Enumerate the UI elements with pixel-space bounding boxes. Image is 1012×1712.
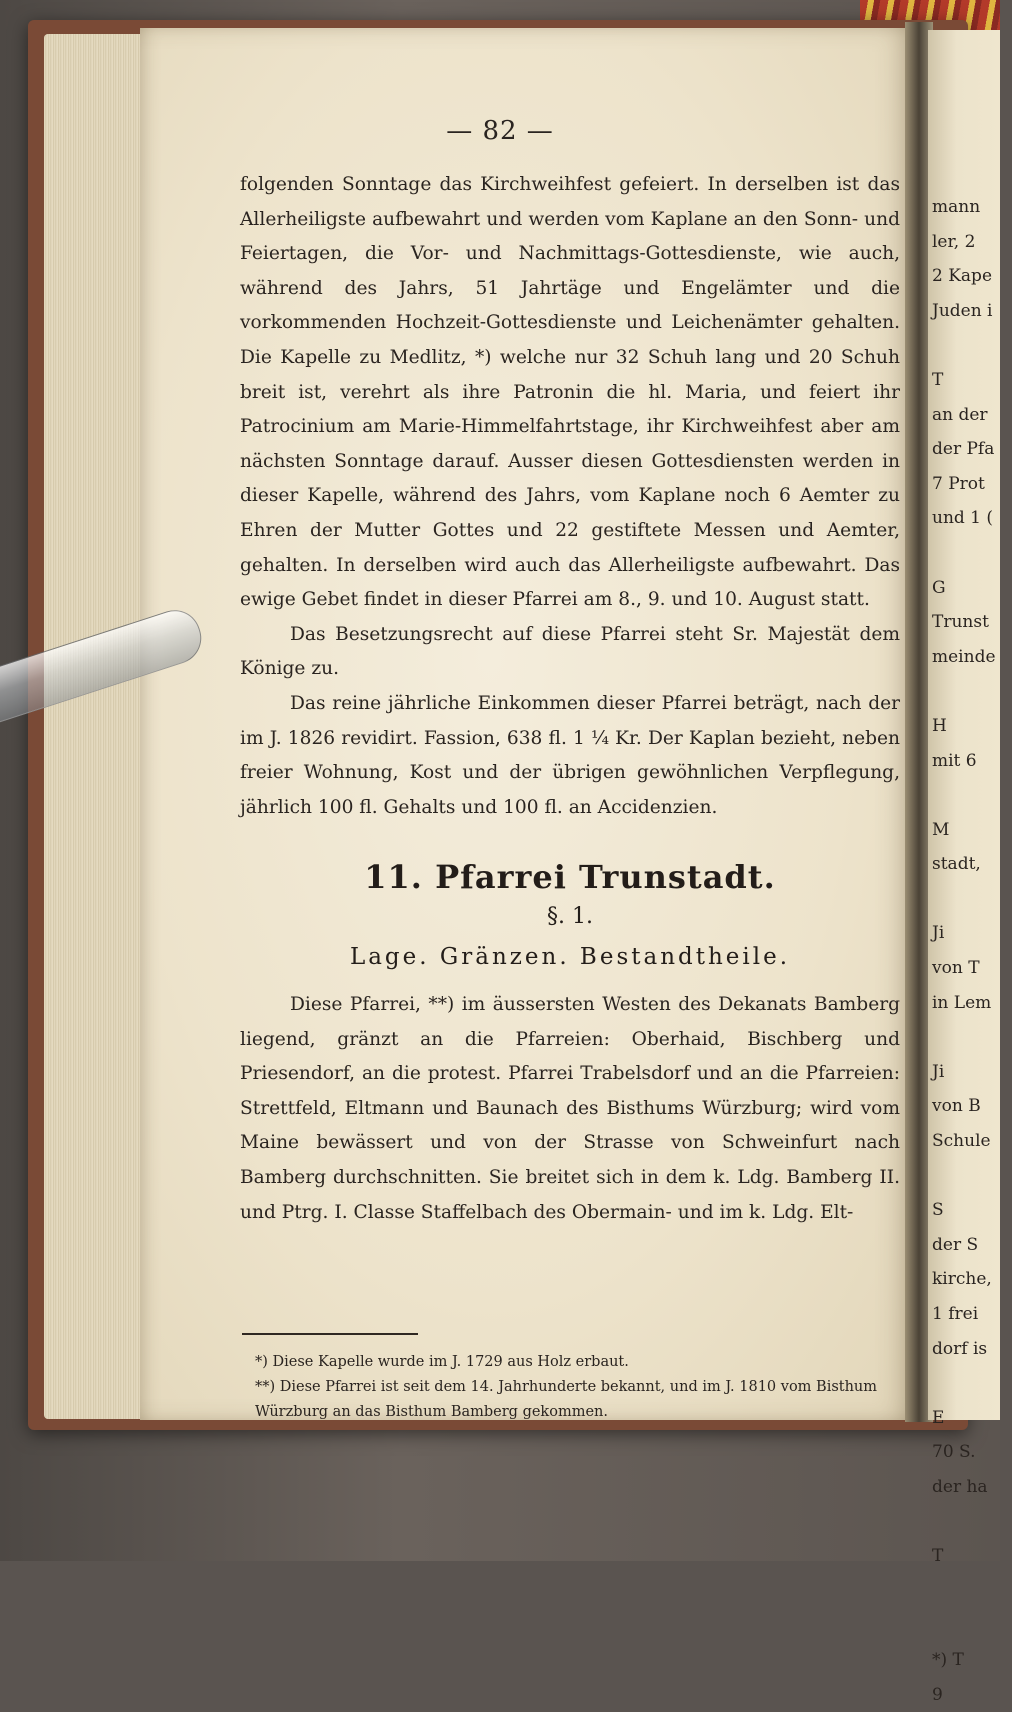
page-edges xyxy=(44,34,154,1419)
paragraph-besetzung: Das Besetzungsrecht auf diese Pfarrei steht Sr. Majestät dem Könige zu. xyxy=(240,623,900,680)
page-number: — 82 — xyxy=(446,116,554,146)
paragraph-mark: §. 1. xyxy=(547,904,593,929)
footnote-rule xyxy=(242,1333,418,1335)
section-title: 11. Pfarrei Trunstadt. xyxy=(364,858,776,896)
footnotes xyxy=(255,1350,905,1425)
paragraph-lage: Diese Pfarrei, **) im äussersten Westen des Dekanats Bamberg liegend, gränzt an die Pfarreien: Oberhaid, Bischberg und Priesendorf, an die protest. Pfarrei Trabelsdorf und an die Pfarreien: Strettfeld, Eltmann und Baunach des Bisthums Würzburg; wird vom Maine bewässert und von der Strasse von Schweinfurt nach Bamberg durchschnitten. Sie breitet sich in dem k. Ldg. Bamberg II. und Ptrg. I. Classe Staffelbach des Obermain- und im k. Ldg. Elt- xyxy=(240,994,900,1223)
subheading: Lage. Gränzen. Bestandtheile. xyxy=(349,944,791,970)
footnote-2: **) Diese Pfarrei ist seit dem 14. Jahrhunderte bekannt, und im J. 1810 vom Bisthum Würzburg an das Bisthum Bamberg gekommen. xyxy=(255,1379,878,1420)
paragraph-einkommen: Das reine jährliche Einkommen dieser Pfarrei beträgt, nach der im J. 1826 revidirt. Fassion, 638 fl. 1 ¼ Kr. Der Kaplan bezieht, neben freier Wohnung, Kost und der übrigen gewöhnlichen Verpflegung, jährlich 100 fl. Gehalts und 100 fl. an Accidenzien. xyxy=(240,692,900,818)
body-text-top xyxy=(240,168,900,825)
right-page-text: mann ler, 2 2 Kape Juden i T an der der Pfa 7 Prot und 1 ( G Trunst meinde H mit 6 M stadt, Ji von T in Lem Ji von B Schule S der S kirche, 1 frei dorf is E 70 S. der ha T *) T 9 xyxy=(932,197,996,1705)
paragraph-kirchweih: folgenden Sonntage das Kirchweihfest gefeiert. In derselben ist das Allerheiligste aufbewahrt und werden vom Kaplane an den Sonn- und Feiertagen, die Vor- und Nachmittags-Gottesdienste, wie auch, während des Jahrs, 51 Jahrtäge und Engelämter und die vorkommenden Hochzeit-Gottesdienste und Leichenämter gehalten. Die Kapelle zu Medlitz, *) welche nur 32 Schuh lang und 20 Schuh breit ist, verehrt als ihre Patronin die hl. Maria, und feiert ihr Patrocinium am Marie-Himmelfahrtstage, ihr Kirchweihfest aber am nächsten Sonntage darauf. Ausser diesen Gottesdiensten werden in dieser Kapelle, während des Jahrs, vom Kaplane noch 6 Aemter zu Ehren der Mutter Gottes und 22 gestiftete Messen und Aemter, gehalten. In derselben wird auch das Allerheiligste aufbewahrt. Das ewige Gebet findet in dieser Pfarrei am 8., 9. und 10. August statt. xyxy=(240,174,900,611)
right-page xyxy=(928,30,1000,1705)
body-text-bottom xyxy=(240,988,900,1230)
footnote-1: *) Diese Kapelle wurde im J. 1729 aus Holz erbaut. xyxy=(255,1354,629,1370)
